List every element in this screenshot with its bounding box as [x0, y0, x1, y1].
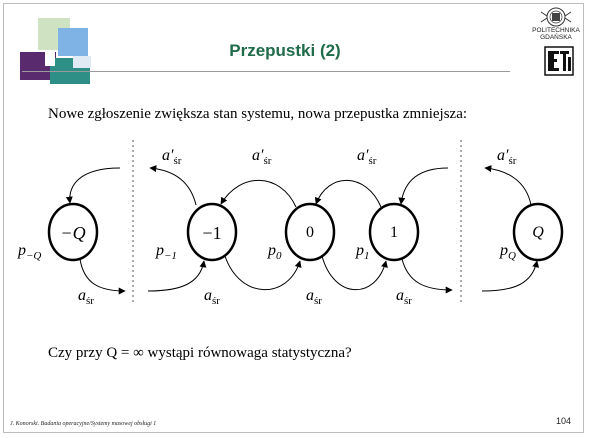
state-0-label: 0 [306, 224, 314, 241]
question-text: Czy przy Q = ∞ wystąpi równowaga statystyczna? [48, 345, 352, 361]
prob-label-minus-q: $p_{-Q}$ [18, 242, 42, 262]
forward-arrow-from-minus-q [80, 259, 125, 291]
backward-arrow-1-to-0 [316, 180, 381, 207]
state-minus-q [49, 204, 97, 260]
forward-arrow-into-minus-1 [148, 261, 204, 291]
state-minus-q-label: −Q [60, 223, 86, 243]
backward-rate-label-3: $a'_{śr}$ [357, 147, 377, 167]
page-number: 104 [556, 416, 572, 426]
state-0 [286, 204, 334, 260]
backward-arrow-from-minus-1 [150, 168, 196, 205]
intro-text: Nowe zgłoszenie zwiększa stan systemu, nowa przepustka zmniejsza: [48, 106, 468, 122]
backward-arrow-0-to-minus-1 [221, 180, 296, 207]
forward-arrow-0-to-1 [322, 256, 386, 290]
state-1-label: 1 [390, 224, 398, 241]
backward-rate-label-2: $a'_{śr}$ [252, 147, 272, 167]
backward-rate-label-4: $a'_{śr}$ [497, 147, 517, 167]
backward-arrow-from-q [485, 168, 531, 205]
forward-rate-label-1: $a_{śr}$ [78, 287, 94, 307]
backward-rate-label-1: $a'_{śr}$ [162, 147, 182, 167]
state-q-label: Q [532, 224, 544, 241]
forward-rate-label-3: $a_{śr}$ [306, 287, 322, 307]
forward-rate-label-2: $a_{śr}$ [204, 287, 220, 307]
forward-arrow-into-q [482, 261, 537, 291]
forward-rate-label-4: $a_{śr}$ [396, 287, 412, 307]
backward-arrow-into-minus-q [70, 168, 120, 203]
slide-title: Przepustki (2) [229, 41, 341, 60]
prob-label-q: $p_Q$ [500, 242, 516, 262]
prob-label-1: $p_1$ [356, 242, 370, 262]
prob-label-minus-1: $p_{-1}$ [156, 242, 177, 262]
state-minus-1-label: −1 [202, 223, 222, 243]
forward-arrow-from-1 [402, 259, 452, 290]
backward-arrow-into-1 [401, 168, 448, 204]
footer-text: J. Konorski. Badania operacyjne/Systemy masowej obsługi 1 [10, 421, 157, 427]
forward-arrow-minus-1-to-0 [225, 256, 300, 290]
university-name-line1: POLITECHNIKA [532, 27, 580, 34]
university-name-line2: GDAŃSKA [540, 34, 572, 41]
prob-label-0: $p_0$ [268, 242, 282, 262]
state-minus-1 [188, 204, 236, 260]
state-1 [370, 204, 418, 260]
state-q [514, 204, 562, 260]
